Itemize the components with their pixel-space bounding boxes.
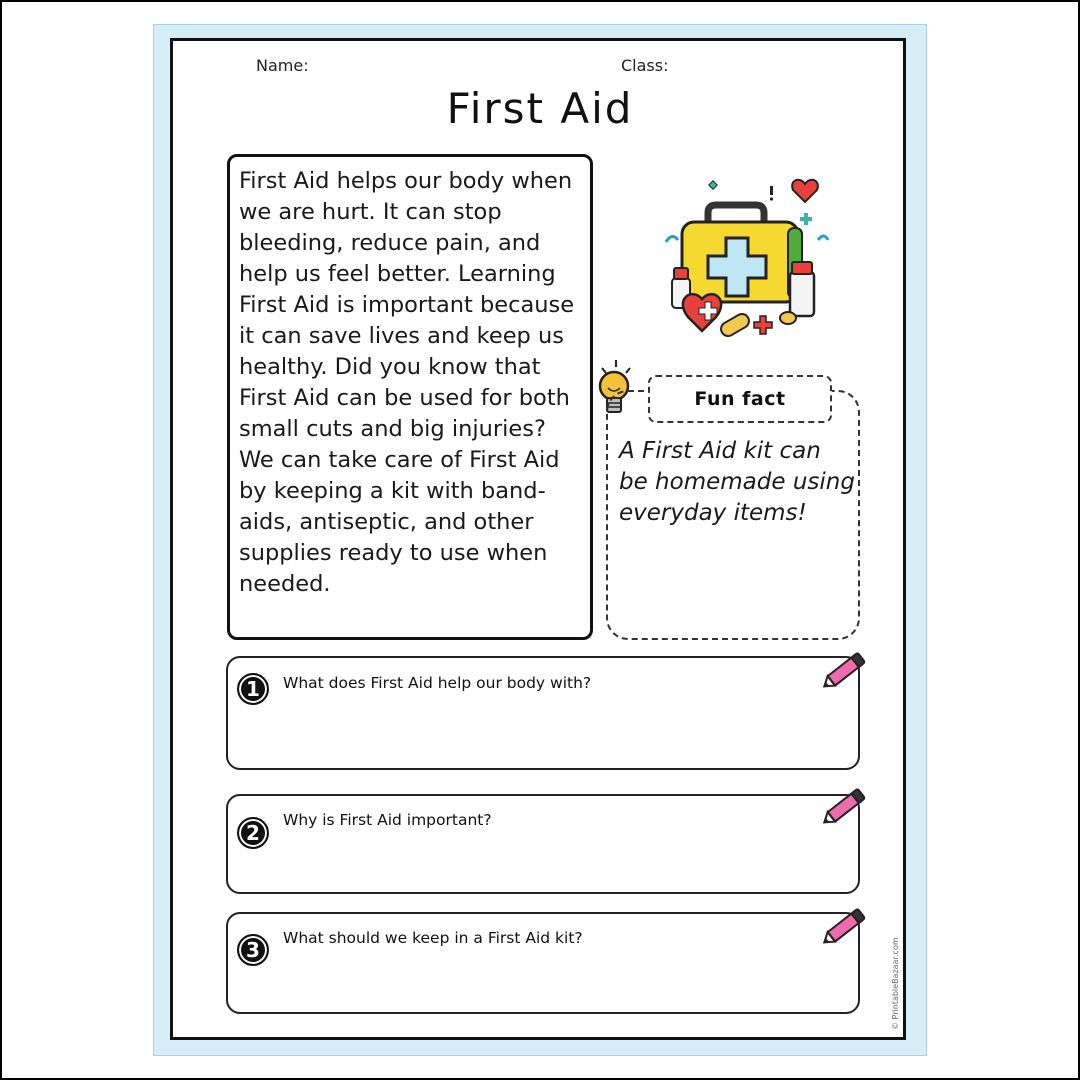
pencil-icon (818, 904, 870, 950)
question-text-2: Why is First Aid important? (283, 811, 492, 829)
question-text-3: What should we keep in a First Aid kit? (283, 929, 583, 947)
answer-box-2[interactable] (226, 794, 860, 894)
question-number-1: 1 (237, 673, 269, 705)
first-aid-kit-icon (660, 172, 830, 342)
question-text-1: What does First Aid help our body with? (283, 674, 592, 692)
pencil-icon (818, 784, 870, 830)
name-label: Name: (256, 56, 309, 75)
class-label: Class: (621, 56, 669, 75)
watermark: © PrintableBazaar.com (891, 937, 900, 1030)
fun-fact-label: Fun fact (648, 375, 832, 423)
answer-box-3[interactable] (226, 912, 860, 1014)
pencil-icon (818, 648, 870, 694)
reading-passage: First Aid helps our body when we are hurt. It can stop bleeding, reduce pain, and help us feel better. Learning First Aid is important because it can save lives and keep us healthy. Did you know that First Aid can be used for both small cuts and big injuries? We can take care of First Aid by keeping a kit with band-aids, antiseptic, and other supplies ready to use when needed. (227, 154, 593, 640)
question-number-3: 3 (237, 934, 269, 966)
question-number-2: 2 (237, 817, 269, 849)
page-title: First Aid (446, 84, 634, 133)
fun-fact-text: A First Aid kit can be homemade using everyday items! (619, 438, 855, 526)
